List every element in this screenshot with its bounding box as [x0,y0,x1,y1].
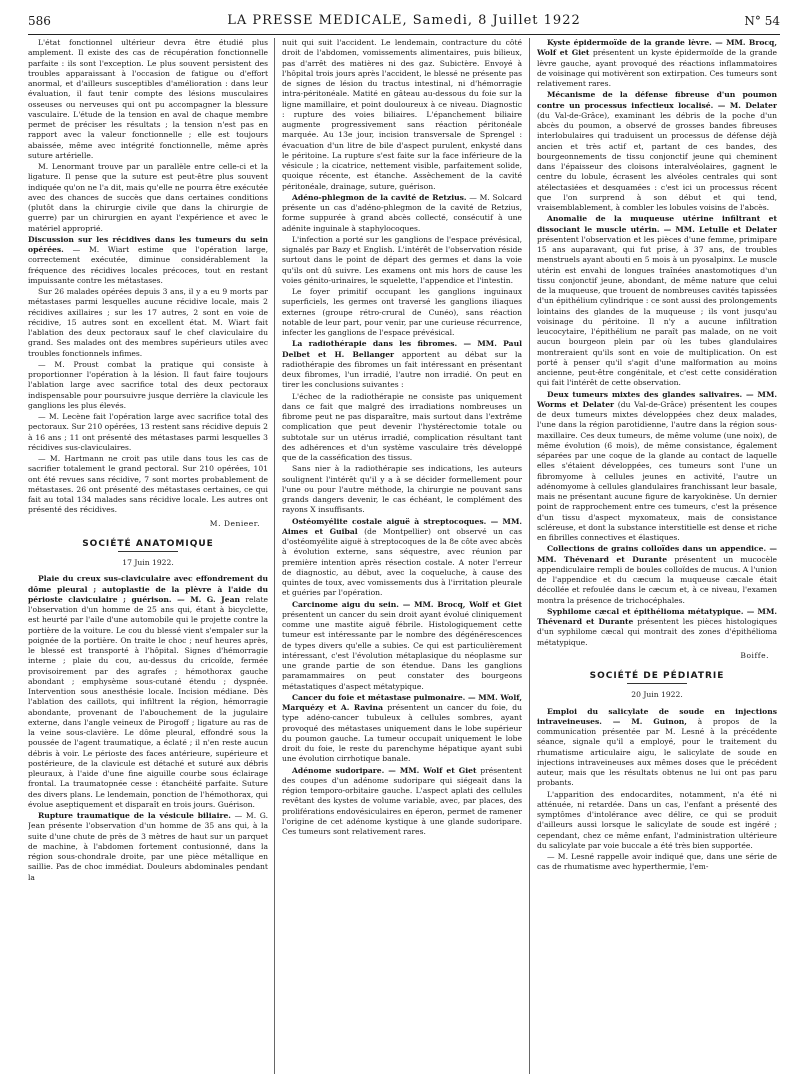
paragraph-title: Deux tumeurs mixtes des glandes salivaires. — MM. Worms et Delater [537,389,777,409]
section-rule [627,683,687,684]
paragraph [537,38,777,89]
section-rule [118,551,178,552]
paragraph-title: Adéno-phlegmon de la cavité de Retzius. [292,192,467,202]
paragraph: L'état fonctionnel ultérieur devra être étudié plus amplement. Il existe des cas de récupération fonctionnelle parfaite : ils sont l'exception. Le plus souvent persistent des troubles apparaissant à l'occasion de fatigue ou d'effort anormal, et d'ailleurs susceptibles d'amélioration : dans leur évaluation, il faut tenir compte des lésions musculaires osseuses ou nerveuses qui ont pu accompagner la blessure vasculaire. L'étude de la tension en aval de chaque membre permet de préciser les résultats ; la tension n'est pas en rapport avec la valeur fonctionnelle ; elle est toujours abaissée, même avec intégrité fonctionnelle, même après suture artérielle. [28,38,268,160]
section-title: SOCIÉTÉ DE PÉDIATRIE [589,671,725,681]
issue-number: N° 54 [744,14,780,28]
paragraph: Sans nier à la radiothérapie ses indications, les auteurs soulignent l'intérêt qu'il y a à se décider formellement pour l'une ou pour l'autre méthode, la chirurgie ne pouvant sans grands dangers devenir, le cas échéant, le complément des rayons X insuffisants. [282,464,522,515]
column-2 [282,38,522,1074]
paragraph-text: présentent l'observation et les pièces d'une femme, primipare 15 ans auparavant, qui fut prise, à 37 ans, de troubles menstruels ayant abouti en 5 mois à un pyosalpinx. Le muscle utérin est envahi de longues traînées anastomotiques d'un tissu conjonctif jeune, abondant, de même nature que celui de la muqueuse, que trouent de nombreuses cavités tapissées d'un épithélium cylindrique : ce sont aussi des prolongements lointains des glandes de la muqueuse ; ils vont jusqu'au voisinage du péritoine. Il n'y a aucune infiltration leucocytaire, l'épithélium ne paraît pas malade, on ne voit aucun bourgeon plein par où les tubes glandulaires montreraient qu'ils sont en voie de multiplication. On est porté à penser qu'il s'agit d'une malformation au moins ancienne, peut-être congénitale, et c'est cette considération qui fait l'intérêt de cette observation. [537,234,777,388]
paragraph-title: Cancer du foie et métastase pulmonaire. — MM. Wolf, Marquézy et A. Ravina [282,692,522,712]
paragraph-text: (du Val-de-Grâce) présentent les coupes de deux tumeurs mixtes développées chez deux malades, l'une dans la région parotidienne, l'autre dans la région sous-maxillaire. Ces deux tumeurs, de même volume (une noix), de même évolution (6 mois), de même consistance, également séparées par une coque de la glande au contact de laquelle elles s'étaient développées, ces tumeurs sont l'une un fibromyome à cellules jeunes en activité, l'autre un adénomyome à cellules glandulaires franchissant leur basale, mais ne présentant aucune figure de karyokinèse. Un dernier point de rapprochement entre ces tumeurs, c'est la présence d'un tissu d'aspect myxomateux, mais de consistance scléreuse, et dont la substance interstitielle est dense et riche en fibrilles connectives et élastiques. [537,399,777,542]
paragraph: — M. Lecène fait l'opération large avec sacrifice total des pectoraux. Sur 210 opérées, 13 restent sans récidive depuis 2 à 16 ans ; 11 ont présenté des métastases parmi lesquelles 3 récidives sus-claviculaires. [28,412,268,452]
paragraph-text: présentent un cancer du sein droit ayant évolué cliniquement comme une mastite aiguë fébrile. Histologiquement cette tumeur est intéressante par le nombre des dégénérescences de types divers qu'elle a subies. Ce qui est particulièrement intéressant, c'est l'évolution métaplasique du néoplasme sur une grande partie de son étendue. Dans les ganglions paramammaires on peut constater des bourgeons métastatiques d'aspect métatypique. [282,609,522,691]
column-3 [537,38,777,1074]
paragraph-text: — M. Solcard présente un cas d'adéno-phlegmon de la cavité de Retzius, forme suppurée à grand abcès collecté, consécutif à une adénite inguinale à staphylocoques. [282,192,522,233]
paragraph-text: présentent un kyste épidermoïde de la grande lèvre gauche, ayant provoqué des réactions inflammatoires de voisinage qui motivèrent son extirpation. Ces tumeurs sont relativement rares. [537,48,777,88]
paragraph-text: relate l'observation d'un homme de 25 ans qui, étant à bicyclette, est heurté par l'aile d'une automobile qui le projette contre la portière de la voiture. Le cou du blessé vient s'empaler sur la poignée de la portière. On traite le choc ; neuf heures après, le blessé est transporté à l'hôpital. Signes d'hémorragie interne ; plaie du cou, au-dessus du cricoïde, fermée provisoirement par des agrafes ; hémothorax gauche abondant ; emphysème sous-cutané étendu ; dyspnée. Intervention sous anesthésie locale. Incision médiane. Dès l'ablation des caillots, qui infiltrent la région, hémorragie abondante, provenant de l'abouchement de la jugulaire externe, dans l'angle veineux de Pirogoff ; ligature au ras de la veine sous-clavière. Le dôme pleural, effondré sous la poussée de l'agent traumatique, a éclaté ; il n'en reste aucun débris à voir. Le périoste des faces antérieure, supérieure et postérieure, de la clavicule est détaché et suturé aux débris pleuraux, à l'aide d'une fine aiguille courbe sous éclairage frontal. La traumatopnée cesse : étanchéité parfaite. Suture des divers plans. Le lendemain, ponction de l'hémothorax, qui évolue aseptiquement et disparaît en trois jours. Guérison. [28,594,268,809]
paragraph [282,193,522,234]
paragraph: L'apparition des endocardites, notamment, n'a été ni atténuée, ni retardée. Dans un cas, l'enfant a présenté des symptômes d'intolérance avec délire, ce qui se produit d'ailleurs aussi lorsque le salicylate de soude est ingéré ; cependant, chez ce même enfant, l'administration ultérieure du salicylate par voie buccale a été très bien supportée. [537,789,777,850]
paragraph: nuit qui suit l'accident. Le lendemain, contracture du côté droit de l'abdomen, vomissements alimentaires, puis bilieux, pas d'arrêt des matières ni des gaz. Subictère. Envoyé à l'hôpital trois jours après l'accident, le blessé ne présente pas de signes de lésion du tractus intestinal, ni d'hémorragie intra-péritonéale. Matité en gâteau au-dessous du foie sur la ligne mamillaire, et point douloureux à ce niveau. Diagnostic : rupture des voies biliaires. L'épanchement biliaire augmente progressivement sans réaction péritonéale marquée. Au 13e jour, incision transversale de Sprengel : évacuation d'un litre de bile d'aspect purulent, enkysté dans le péritoine. La rupture s'est faite sur la face inférieure de la vésicule ; la cicatrice, nettement visible, parfaitement solide, quoique récente, est étanche. Assèchement de la cavité péritonéale, drainage, suture, guérison. [282,38,522,191]
paragraph-text: présentent des coupes d'un adénome sudoripare qui siégeait dans la région temporo-orbitaire gauche. L'aspect aplati des cellules revêtant des kystes de volume variable, avec, par places, des proliférations endovésiculaires en éperon, permet de ramener l'origine de cet adénome kystique à une glande sudoripare. Ces tumeurs sont relativement rares. [282,765,522,836]
paragraph-text: (du Val-de-Grâce), examinant les débris de la poche d'un abcès du poumon, a observé de grosses bandes fibreuses interlobulaires qui traduisent un processus de défense déjà ancien et très actif et, partant de ces bandes, des bourgeonnements de tissu conjonctif jeune qui cheminent dans l'épaisseur des cloisons interalvéolaires, gagnent le centre du lobule, écrasent les alvéoles centrales qui sont atélectasiées et desquamées : c'est ici un processus récent que l'on surprend à son début et qui tend, vraisemblablement, à combler les lobules voisins de l'abcès. [537,110,777,212]
paragraph [282,339,522,390]
paragraph-title: Syphilome cæcal et épithélioma métatypique. — MM. Thévenard et Durante [537,606,777,626]
paragraph: — M. Proust combat la pratique qui consiste à proportionner l'opération à la lésion. Il faut faire toujours l'ablation large avec sacrifice total des deux pectoraux indispensable pour poursuivre jusque derrière la clavicule les ganglions les plus élevés. [28,359,268,410]
paragraph-title: Ostéomyélite costale aiguë à streptocoques. — MM. Aimes et Guibal [282,516,522,536]
paragraph-title: Rupture traumatique de la vésicule biliaire. [38,811,231,820]
paragraph [28,811,268,883]
paragraph-title: Adénome sudoripare. — MM. Wolf et Giet [292,765,477,775]
paragraph-text: (de Montpellier) ont observé un cas d'ostéomyélite aiguë à streptocoques de la 8e côte avec abcès à évolution externe, sans séquestre, avec réunion par première intention après résection costale. A noter l'erreur de diagnostic, au début, avec la coqueluche, à cause des quintes de toux, avec vomissements dus à l'irritation pleurale et guéries par l'opération. [282,526,522,598]
paragraph-text: apportent au débat sur la radiothérapie des fibromes un fait intéressant en présentant deux fibromes, l'un irradié, l'autre non irradié. On peut en tirer les conclusions suivantes : [282,349,522,390]
paragraph-text: — M. G. Jean présente l'observation d'un homme de 35 ans qui, à la suite d'une chute de près de 3 mètres de haut sur un parquet de machine, à l'abdomen fortement contusionné, dans la région sous-chondrale droite, par une pièce métallique en saillie. Pas de choc immédiat. Douleurs abdominales pendant la [28,811,268,882]
paragraph: — M. Hartmann ne croit pas utile dans tous les cas de sacrifier totalement le grand pectoral. Sur 210 opérées, 101 ont été revues sans récidive, 7 sont mortes probablement de métastases. 26 ont présenté des métastases certaines, ce qui fait au total 134 malades sans récidive locale. Les autres ont présenté des récidives. [28,454,268,515]
paragraph [282,517,522,599]
header-rule [28,34,780,35]
section-date: 17 Juin 1922. [122,558,174,567]
paragraph: L'infection a porté sur les ganglions de l'espace prévésical, signalés par Bazy et English. L'intérêt de l'observation réside surtout dans le point de départ des germes et dans la voie qu'ils ont dû suivre. Les examens ont mis hors de cause les voies génito-urinaires, le squelette, l'appendice et l'intestin. [282,234,522,285]
paragraph [282,693,522,765]
section-date: 20 Juin 1922. [631,690,683,700]
paragraph [537,544,777,606]
paragraph-title: Emploi du salicylate de soude en injections intraveineuses. — M. Guinon, [537,706,777,726]
page-number: 586 [28,14,51,28]
paragraph-text: présentent un mucocèle appendiculaire rempli de boules colloïdes de mucus. A l'union de l'appendice et du cæcum la muqueuse cæcale était décollée et refoulée dans le cæcum et, à ce niveau, l'examen montra la présence de trichocéphales. [537,554,777,605]
paragraph [28,574,268,810]
journal-title: LA PRESSE MEDICALE, Samedi, 8 Juillet 1922 [227,13,581,28]
paragraph-text: présentent les pièces histologiques d'un syphilome cæcal qui montrait des zones d'épithélioma métatypique. [537,617,777,647]
signature: M. Denieer. [209,518,260,528]
paragraph [537,214,777,388]
page-header [28,12,780,34]
paragraph: Le foyer primitif occupant les ganglions inguinaux superficiels, les germes ont traversé les ganglions iliaques externes (groupe rétro-crural de Cunéo), sans réaction notable de leur part, pour venir, par une curieuse récurrence, infecter les ganglions de l'espace prévésical. [282,287,522,337]
paragraph [537,390,777,544]
signature: Boiffe. [740,650,769,660]
paragraph-title: Kyste épidermoïde de la grande lèvre. — MM. Brocq, Wolf et Giet [537,38,777,58]
paragraph-text: présentent un cancer du foie, du type adéno-cancer tubuleux à cellules sombres, ayant provoqué des métastases uniquement dans le lobe supérieur du poumon gauche. La tumeur occupait uniquement le lobe droit du foie, le reste du parenchyme hépatique ayant subi une évolution cirrhotique banale. [282,703,522,764]
paragraph: — M. Lesné rappelle avoir indiqué que, dans une série de cas de rhumatisme avec hyperthermie, l'em- [537,852,777,872]
paragraph [28,235,268,286]
paragraph-text: — M. Wiart estime que l'opération large, correctement exécutée, diminue considérablement la fréquence des récidives locales précoces, tout en restant impuissante contre les métastases. [28,245,268,285]
paragraph-title: Plaie du creux sus-claviculaire avec effondrement du dôme pleural ; autoplastie de la plèvre à l'aide du périoste claviculaire ; guérison. — M. G. Jean [28,574,268,604]
paragraph: Sur 26 malades opérées depuis 3 ans, il y a eu 9 morts par métastases parmi lesquelles aucune récidive locale, mais 2 récidives axillaires ; sur les 17 autres, 2 sont en voie de récidive, 15 autres sont en excellent état. M. Wiart fait l'ablation des deux pectoraux sauf le chef claviculaire du grand. Ses malades ont des membres supérieurs utiles avec troubles fonctionnels infimes. [28,287,268,358]
paragraph-title: Mécanisme de la défense fibreuse d'un poumon contre un processus infectieux localisé. — M. Delater [537,90,777,110]
paragraph [537,707,777,789]
paragraph-title: Collections de grains colloïdes dans un appendice. — MM. Thévenard et Durante [537,544,777,564]
section-title: SOCIÉTÉ ANATOMIQUE [82,538,214,549]
column-divider [274,38,275,1074]
paragraph-title: Discussion sur les récidives dans les tumeurs du sein opérées. [28,234,268,254]
paragraph: M. Lenormant trouve par un parallèle entre celle-ci et la ligature. Il pense que la suture est peut-être plus souvent indiquée qu'on ne l'a dit, mais qu'elle ne pourra être exécutée avec des chances de succès que dans certaines conditions (plutôt dans la chirurgie civile que dans la chirurgie de guerre) par un chirurgien en ayant l'expérience et avec le matériel approprié. [28,162,268,233]
column-divider [529,38,530,1074]
paragraph [282,766,522,838]
paragraph-title: La radiothérapie dans les fibromes. — MM. Paul Delbet et H. Bellanger [282,339,522,359]
column-1 [28,38,268,1074]
paragraph [537,90,777,213]
paragraph: L'échec de la radiothérapie ne consiste pas uniquement dans ce fait que malgré des irradiations nombreuses un fibrome peut ne pas disparaître, mais surtout dans l'extrême complication que peut devenir l'hystérectomie totale ou subtotale sur un utérus irradié, complication résultant tant des adhérences et d'un système vasculaire très développé que de la casséfication des tissus. [282,391,522,462]
paragraph-text: à propos de la communication présentée par M. Lesné à la précédente séance, signale qu'il a employé, pour le traitement du rhumatisme articulaire aigu, le salicylate de soude en injections intraveineuses aux mêmes doses que le précédent auteur, mais que les résultats obtenus ne lui ont pas paru probants. [537,716,777,788]
paragraph [537,607,777,648]
paragraph [282,600,522,692]
paragraph-title: Anomalie de la muqueuse utérine infiltrant et dissociant le muscle utérin. — MM. Letulle et Delater [537,214,777,234]
paragraph-title: Carcinome aigu du sein. — MM. Brocq, Wolf et Giet [292,599,522,609]
